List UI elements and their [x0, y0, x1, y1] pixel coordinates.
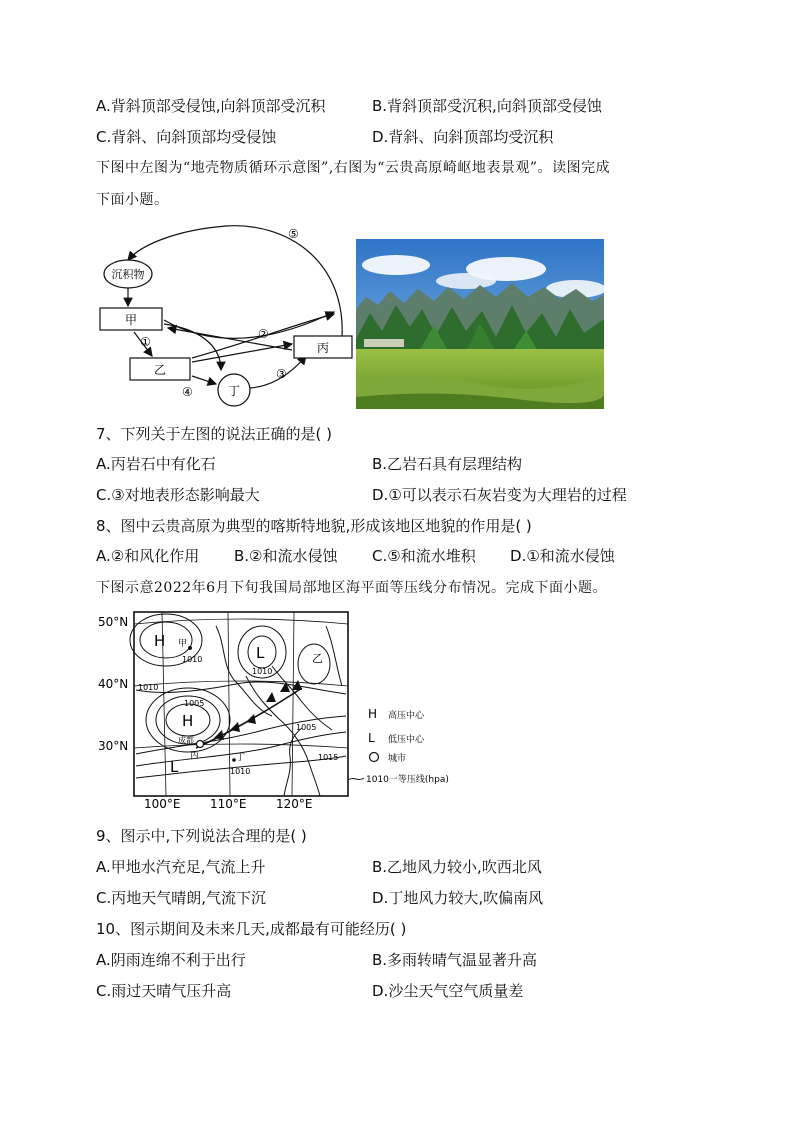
- isobar-value-1010-a: 1010: [182, 655, 203, 664]
- legend-city-icon: [370, 753, 379, 762]
- q7-option-d: D.①可以表示石灰岩变为大理岩的过程: [372, 486, 627, 504]
- lon-120-label: 120°E: [276, 797, 313, 811]
- q7-option-c: C.③对地表形态影响最大: [96, 486, 260, 504]
- arrow-label-5: ⑤: [288, 227, 299, 241]
- q7-stem: 7、下列关于左图的说法正确的是( ): [96, 425, 333, 443]
- arrow-label-3: ③: [276, 367, 287, 381]
- node-sediment-label: 沉积物: [111, 268, 145, 281]
- q6-option-c: C.背斜、向斜顶部均受侵蚀: [96, 128, 277, 146]
- q9-stem: 9、图示中,下列说法合理的是( ): [96, 827, 307, 845]
- q9-option-a: A.甲地水汽充足,气流上升: [96, 858, 266, 876]
- intro-rock-cycle-line2: 下面小题。: [96, 192, 169, 208]
- q9-option-d: D.丁地风力较大,吹偏南风: [372, 889, 544, 907]
- q6-option-a: A.背斜顶部受侵蚀,向斜顶部受沉积: [96, 97, 326, 115]
- q10-option-c: C.雨过天晴气压升高: [96, 982, 232, 1000]
- isobar-value-1010-c: 1010: [138, 683, 159, 692]
- place-yi: 乙: [312, 652, 323, 665]
- lat-50-label: 50°N: [98, 615, 129, 629]
- intro-rock-cycle-line1: 下图中左图为“地壳物质循环示意图”,右图为“云贵高原崎岖地表景观”。读图完成: [96, 160, 611, 176]
- q8-option-d: D.①和流水侵蚀: [510, 547, 615, 565]
- q10-option-a: A.阴雨连绵不利于出行: [96, 951, 246, 969]
- legend-h-symbol: H: [368, 707, 378, 721]
- node-ding-label: 丁: [227, 384, 241, 398]
- low-center-southwest: L: [170, 758, 179, 776]
- q10-stem: 10、图示期间及未来几天,成都最有可能经历( ): [96, 920, 407, 938]
- isobar-value-1005-b: 1005: [296, 723, 317, 732]
- lon-100-label: 100°E: [144, 797, 181, 811]
- q9-option-c: C.丙地天气晴朗,气流下沉: [96, 889, 267, 907]
- arrow-label-4: ④: [182, 385, 193, 399]
- q6-option-d: D.背斜、向斜顶部均受沉积: [372, 128, 554, 146]
- lat-40-label: 40°N: [98, 677, 129, 691]
- q6-option-b: B.背斜顶部受沉积,向斜顶部受侵蚀: [372, 97, 602, 115]
- karst-landscape-photo: [356, 239, 604, 409]
- isobar-map: [96, 606, 466, 816]
- legend-l-symbol: L: [368, 731, 375, 745]
- place-bing: 丙: [190, 751, 200, 761]
- high-center-north: H: [154, 632, 166, 650]
- isobar-value-1015: 1015: [318, 753, 339, 762]
- q8-option-b: B.②和流水侵蚀: [234, 547, 338, 565]
- q9-option-b: B.乙地风力较小,吹西北风: [372, 858, 542, 876]
- chengdu-city-marker: [197, 741, 204, 748]
- q8-option-c: C.⑤和流水堆积: [372, 547, 476, 565]
- q10-option-d: D.沙尘天气空气质量差: [372, 982, 524, 1000]
- node-yi-label: 乙: [153, 363, 167, 377]
- place-ding: 丁: [236, 753, 246, 763]
- node-bing-label: 丙: [316, 341, 330, 355]
- q7-option-a: A.丙岩石中有化石: [96, 455, 216, 473]
- arrow-label-1: ①: [140, 335, 151, 349]
- intro-pressure-map: 下图示意2022年6月下旬我国局部地区海平面等压线分布情况。完成下面小题。: [96, 580, 608, 596]
- lon-110-label: 110°E: [210, 797, 247, 811]
- rock-cycle-diagram: [96, 220, 358, 412]
- q7-option-b: B.乙岩石具有层理结构: [372, 455, 523, 473]
- lat-30-label: 30°N: [98, 739, 129, 753]
- place-chengdu: 成都: [178, 736, 194, 745]
- legend-city: 城市: [388, 754, 407, 764]
- legend-low-center: 低压中心: [388, 735, 425, 745]
- isobar-value-1005-a: 1005: [184, 699, 205, 708]
- place-jia: 甲: [178, 639, 188, 649]
- q10-option-b: B.多雨转晴气温显著升高: [372, 951, 538, 969]
- isobar-value-1010-b: 1010: [252, 667, 273, 676]
- q8-stem: 8、图中云贵高原为典型的喀斯特地貌,形成该地区地貌的作用是( ): [96, 517, 532, 535]
- legend-isobar-icon: [348, 778, 364, 780]
- legend-high-center: 高压中心: [388, 711, 425, 721]
- isobar-value-1010-d: 1010: [230, 767, 251, 776]
- high-center-southwest: H: [182, 712, 194, 730]
- low-center-north: L: [256, 644, 265, 662]
- legend-isobar: 1010一等压线(hpa): [366, 775, 449, 785]
- arrow-label-2: ②: [258, 327, 269, 341]
- node-jia-label: 甲: [124, 313, 138, 327]
- q8-option-a: A.②和风化作用: [96, 547, 200, 565]
